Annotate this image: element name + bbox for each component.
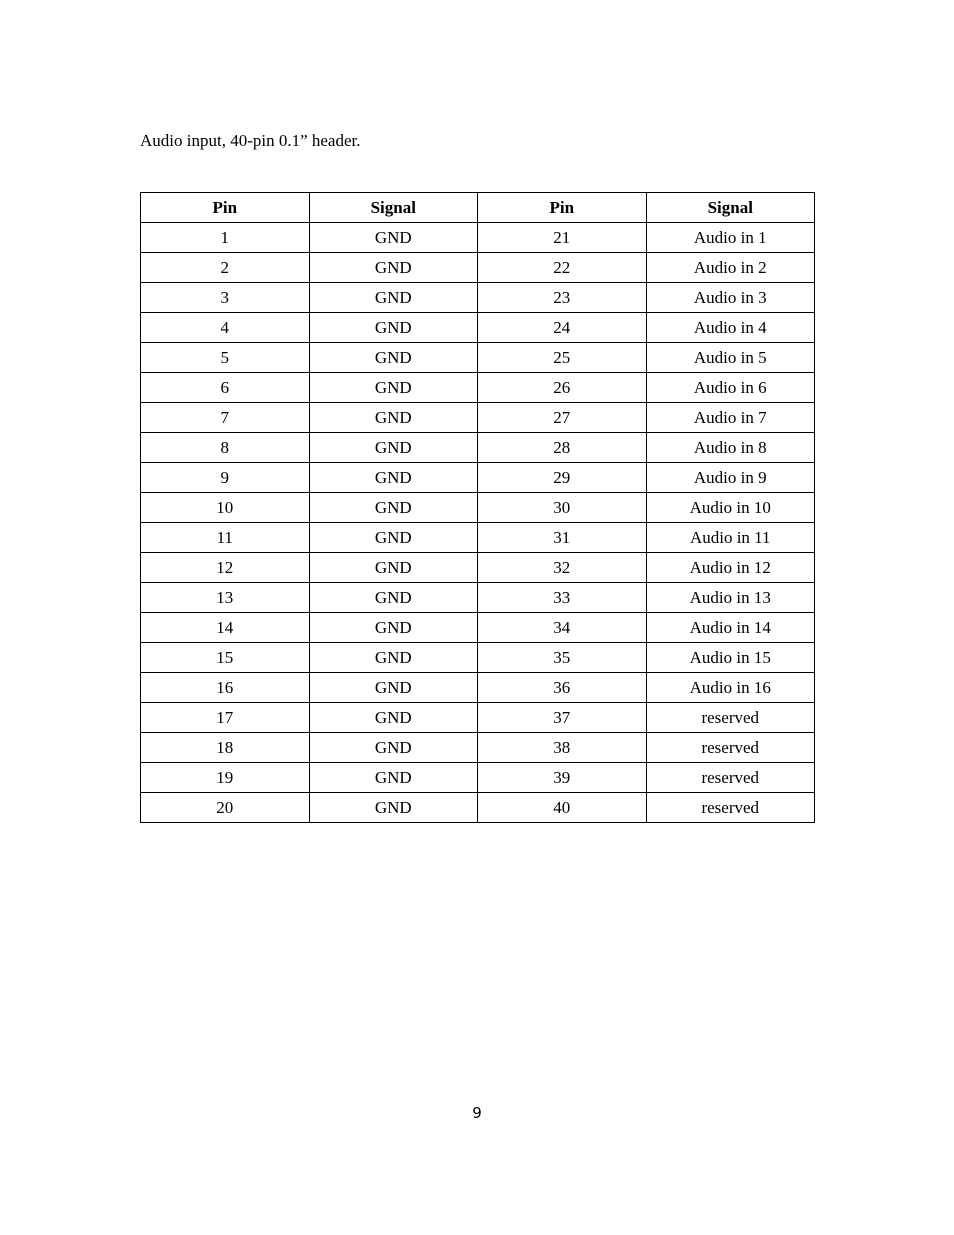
pin-right-cell: 36 [478, 673, 647, 703]
signal-right-cell: Audio in 11 [646, 523, 815, 553]
pin-right-cell: 30 [478, 493, 647, 523]
table-row [141, 553, 815, 583]
signal-left-cell: GND [309, 463, 478, 493]
pin-right-cell: 29 [478, 463, 647, 493]
pin-left-cell: 5 [141, 343, 310, 373]
pin-right-cell: 23 [478, 283, 647, 313]
header-signal-left: Signal [309, 193, 478, 223]
table-row [141, 283, 815, 313]
pin-left-cell: 7 [141, 403, 310, 433]
signal-right-cell: Audio in 15 [646, 643, 815, 673]
signal-left-cell: GND [309, 613, 478, 643]
signal-left-cell: GND [309, 433, 478, 463]
table-row [141, 523, 815, 553]
intro-text: Audio input, 40-pin 0.1” header. [140, 131, 361, 150]
signal-left-cell: GND [309, 373, 478, 403]
signal-left-cell: GND [309, 673, 478, 703]
signal-left-cell: GND [309, 583, 478, 613]
pin-left-cell: 2 [141, 253, 310, 283]
table-row [141, 223, 815, 253]
table-row [141, 583, 815, 613]
signal-left-cell: GND [309, 763, 478, 793]
pin-right-cell: 31 [478, 523, 647, 553]
pin-left-cell: 13 [141, 583, 310, 613]
signal-right-cell: Audio in 8 [646, 433, 815, 463]
signal-left-cell: GND [309, 643, 478, 673]
table-row [141, 613, 815, 643]
pin-left-cell: 11 [141, 523, 310, 553]
pin-right-cell: 39 [478, 763, 647, 793]
signal-right-cell: Audio in 6 [646, 373, 815, 403]
pin-right-cell: 24 [478, 313, 647, 343]
pin-left-cell: 12 [141, 553, 310, 583]
signal-right-cell: Audio in 9 [646, 463, 815, 493]
signal-right-cell: Audio in 4 [646, 313, 815, 343]
table-body [141, 223, 815, 823]
pin-right-cell: 22 [478, 253, 647, 283]
signal-left-cell: GND [309, 793, 478, 823]
pin-left-cell: 15 [141, 643, 310, 673]
header-pin-right: Pin [478, 193, 647, 223]
pin-right-cell: 25 [478, 343, 647, 373]
table-row [141, 253, 815, 283]
signal-left-cell: GND [309, 703, 478, 733]
pin-left-cell: 1 [141, 223, 310, 253]
table-row [141, 793, 815, 823]
signal-right-cell: Audio in 3 [646, 283, 815, 313]
pin-left-cell: 19 [141, 763, 310, 793]
pin-left-cell: 18 [141, 733, 310, 763]
pin-right-cell: 28 [478, 433, 647, 463]
signal-left-cell: GND [309, 343, 478, 373]
table-row [141, 643, 815, 673]
table-row [141, 403, 815, 433]
signal-right-cell: Audio in 1 [646, 223, 815, 253]
pinout-table [140, 192, 815, 823]
table-row [141, 463, 815, 493]
pin-right-cell: 33 [478, 583, 647, 613]
pin-right-cell: 40 [478, 793, 647, 823]
table-row [141, 673, 815, 703]
pin-right-cell: 35 [478, 643, 647, 673]
table-row [141, 373, 815, 403]
signal-right-cell: reserved [646, 793, 815, 823]
table-row [141, 313, 815, 343]
signal-left-cell: GND [309, 223, 478, 253]
signal-right-cell: Audio in 2 [646, 253, 815, 283]
signal-left-cell: GND [309, 253, 478, 283]
pin-left-cell: 9 [141, 463, 310, 493]
signal-right-cell: reserved [646, 733, 815, 763]
pin-right-cell: 38 [478, 733, 647, 763]
signal-right-cell: Audio in 5 [646, 343, 815, 373]
pin-left-cell: 17 [141, 703, 310, 733]
pin-left-cell: 20 [141, 793, 310, 823]
pin-right-cell: 21 [478, 223, 647, 253]
signal-right-cell: Audio in 12 [646, 553, 815, 583]
table-row [141, 343, 815, 373]
signal-right-cell: reserved [646, 703, 815, 733]
signal-right-cell: reserved [646, 763, 815, 793]
signal-left-cell: GND [309, 493, 478, 523]
signal-right-cell: Audio in 16 [646, 673, 815, 703]
signal-left-cell: GND [309, 733, 478, 763]
signal-right-cell: Audio in 13 [646, 583, 815, 613]
pin-left-cell: 16 [141, 673, 310, 703]
pin-left-cell: 10 [141, 493, 310, 523]
signal-left-cell: GND [309, 523, 478, 553]
pin-left-cell: 14 [141, 613, 310, 643]
pin-right-cell: 26 [478, 373, 647, 403]
header-signal-right: Signal [646, 193, 815, 223]
table-row [141, 493, 815, 523]
signal-left-cell: GND [309, 313, 478, 343]
table-row [141, 733, 815, 763]
signal-right-cell: Audio in 7 [646, 403, 815, 433]
pin-right-cell: 34 [478, 613, 647, 643]
table-row [141, 763, 815, 793]
signal-left-cell: GND [309, 403, 478, 433]
pin-right-cell: 37 [478, 703, 647, 733]
table-header-row [141, 193, 815, 223]
table-row [141, 703, 815, 733]
signal-right-cell: Audio in 10 [646, 493, 815, 523]
signal-left-cell: GND [309, 553, 478, 583]
page-number: 9 [472, 1104, 482, 1122]
pin-right-cell: 32 [478, 553, 647, 583]
pin-left-cell: 4 [141, 313, 310, 343]
pin-right-cell: 27 [478, 403, 647, 433]
signal-left-cell: GND [309, 283, 478, 313]
signal-right-cell: Audio in 14 [646, 613, 815, 643]
pin-left-cell: 8 [141, 433, 310, 463]
pin-left-cell: 3 [141, 283, 310, 313]
pin-left-cell: 6 [141, 373, 310, 403]
table-row [141, 433, 815, 463]
header-pin-left: Pin [141, 193, 310, 223]
